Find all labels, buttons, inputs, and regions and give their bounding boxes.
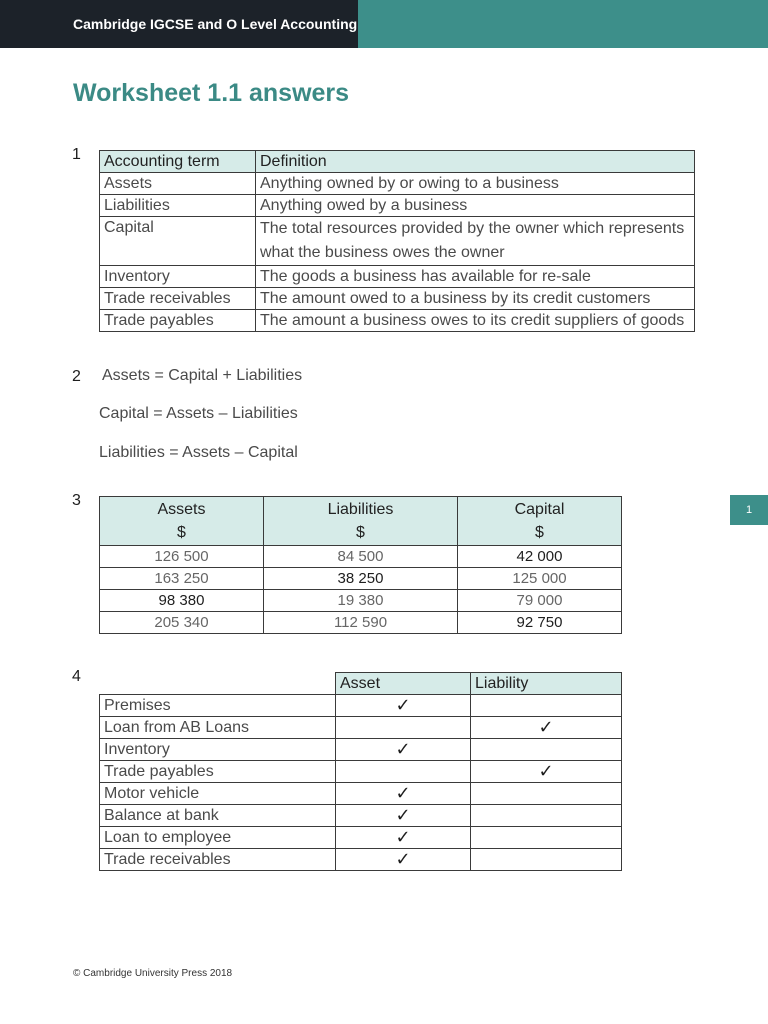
table-row [100, 805, 622, 827]
asset-tick-cell: ✓ [336, 849, 471, 871]
liabilities-cell: 112 590 [263, 612, 457, 634]
item-cell: Loan from AB Loans [100, 717, 336, 739]
capital-cell: 42 000 [458, 546, 622, 568]
item-cell: Motor vehicle [100, 783, 336, 805]
table-row [100, 546, 622, 568]
asset-tick-cell: ✓ [336, 783, 471, 805]
liability-tick-cell: ✓ [471, 717, 622, 739]
equation-3: Liabilities = Assets – Capital [99, 444, 298, 461]
assets-cell: 98 380 [100, 590, 264, 612]
table-row [100, 266, 695, 288]
assets-cell: 163 250 [100, 568, 264, 590]
unit-label: $ [356, 524, 365, 541]
table-row [100, 612, 622, 634]
item-cell: Premises [100, 695, 336, 717]
definition-cell: The amount owed to a business by its credit customers [256, 288, 695, 310]
page-number-tab: 1 [730, 495, 768, 525]
term-cell: Liabilities [100, 195, 256, 217]
table-row [100, 761, 622, 783]
term-cell: Inventory [100, 266, 256, 288]
asset-tick-cell [336, 717, 471, 739]
table-row [100, 217, 695, 266]
term-cell: Trade payables [100, 310, 256, 332]
table-row [100, 288, 695, 310]
assets-cell: 126 500 [100, 546, 264, 568]
table-row [100, 310, 695, 332]
assets-cell: 205 340 [100, 612, 264, 634]
asset-tick-cell: ✓ [336, 827, 471, 849]
capital-cell: 92 750 [458, 612, 622, 634]
term-cell: Trade receivables [100, 288, 256, 310]
item-cell: Loan to employee [100, 827, 336, 849]
table-row [100, 739, 622, 761]
asset-tick-cell: ✓ [336, 805, 471, 827]
capital-cell: 79 000 [458, 590, 622, 612]
definition-cell: Anything owed by a business [256, 195, 695, 217]
table-row [100, 590, 622, 612]
liabilities-cell: 84 500 [263, 546, 457, 568]
col-header-asset: Asset [336, 673, 471, 695]
col-header-liability: Liability [471, 673, 622, 695]
col-header-term: Accounting term [100, 151, 256, 173]
page-title: Worksheet 1.1 answers [73, 79, 350, 107]
asset-tick-cell: ✓ [336, 739, 471, 761]
question-number-3: 3 [72, 492, 81, 509]
table-row [100, 695, 622, 717]
header-bar [0, 0, 768, 48]
col-header-liabilities: Liabilities $ [263, 497, 457, 546]
question-number-1: 1 [72, 146, 81, 163]
item-cell: Balance at bank [100, 805, 336, 827]
liability-tick-cell [471, 805, 622, 827]
copyright-footer: © Cambridge University Press 2018 [73, 968, 233, 979]
asset-liability-table [99, 672, 622, 871]
liabilities-cell: 38 250 [263, 568, 457, 590]
term-cell: Capital [100, 217, 256, 266]
equation-2: Capital = Assets – Liabilities [99, 405, 298, 422]
definition-cell: The amount a business owes to its credit suppliers of goods [256, 310, 695, 332]
liabilities-cell: 19 380 [263, 590, 457, 612]
question-number-4: 4 [72, 668, 81, 685]
liability-tick-cell [471, 849, 622, 871]
question-number-2: 2 [72, 368, 81, 385]
asset-tick-cell: ✓ [336, 695, 471, 717]
table-row [100, 827, 622, 849]
accounting-equation-table [99, 496, 622, 634]
header-accent [358, 0, 768, 48]
item-cell: Trade payables [100, 761, 336, 783]
table-row [100, 849, 622, 871]
col-header-capital: Capital $ [458, 497, 622, 546]
col-header-item [100, 673, 336, 695]
col-header-definition: Definition [256, 151, 695, 173]
definition-cell: The total resources provided by the owner which represents what the business owes the owner [256, 217, 695, 266]
liability-tick-cell [471, 827, 622, 849]
term-cell: Assets [100, 173, 256, 195]
unit-label: $ [177, 524, 186, 541]
table-row [100, 195, 695, 217]
table-row [100, 173, 695, 195]
definition-cell: The goods a business has available for re-sale [256, 266, 695, 288]
col-header-assets: Assets $ [100, 497, 264, 546]
book-title: Cambridge IGCSE and O Level Accounting [0, 0, 358, 48]
liability-tick-cell [471, 695, 622, 717]
table-row [100, 717, 622, 739]
capital-cell: 125 000 [458, 568, 622, 590]
terms-table [99, 150, 695, 332]
table-row [100, 568, 622, 590]
item-cell: Inventory [100, 739, 336, 761]
liability-tick-cell [471, 783, 622, 805]
table-row [100, 783, 622, 805]
liability-tick-cell: ✓ [471, 761, 622, 783]
liability-tick-cell [471, 739, 622, 761]
equation-1: Assets = Capital + Liabilities [102, 367, 303, 384]
definition-cell: Anything owned by or owing to a business [256, 173, 695, 195]
asset-tick-cell [336, 761, 471, 783]
unit-label: $ [535, 524, 544, 541]
item-cell: Trade receivables [100, 849, 336, 871]
